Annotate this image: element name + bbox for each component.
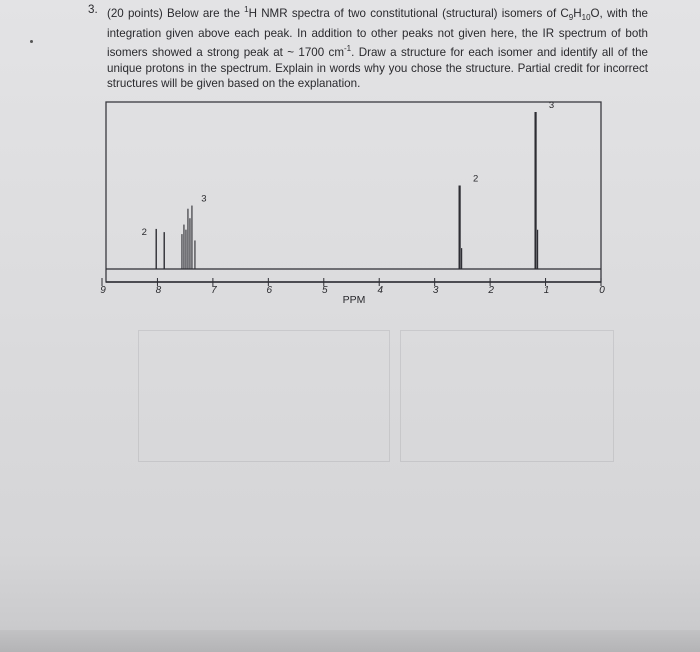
x-tick-label: 9 bbox=[100, 285, 106, 296]
x-tick-label: 7 bbox=[211, 285, 217, 296]
x-tick-label: 8 bbox=[155, 285, 162, 296]
question-intro-cont: H NMR spectra of two constitutional (structural) isomers of C bbox=[248, 6, 569, 20]
integration-label: 3 bbox=[548, 100, 555, 112]
nucleus-superscript: 1 bbox=[244, 5, 249, 14]
question-line-3: spectrum of both isomers showed a strong peak at ~ 1700 cm bbox=[107, 26, 648, 60]
x-tick-label: 4 bbox=[377, 285, 384, 296]
question-line-4: and identify all of the unique protons in the spectrum. Explain in words why you chose the bbox=[107, 46, 648, 75]
x-axis-label: PPM bbox=[342, 294, 366, 306]
bleed-through-box-left bbox=[138, 330, 390, 462]
formula-o: O, bbox=[590, 6, 603, 20]
x-tick-label: 1 bbox=[543, 285, 550, 296]
integration-labels bbox=[142, 100, 555, 238]
x-tick-label: 5 bbox=[321, 285, 328, 296]
integration-label: 3 bbox=[201, 193, 207, 205]
x-tick-label: 3 bbox=[432, 285, 439, 296]
x-tick-label: 2 bbox=[488, 285, 494, 296]
question-text bbox=[107, 2, 648, 92]
question-intro: Below are the bbox=[167, 6, 245, 20]
wavenumber-superscript: -1 bbox=[344, 44, 352, 54]
x-tick-label: 0 bbox=[599, 285, 605, 296]
bleed-through-box-right bbox=[400, 330, 614, 462]
margin-mark bbox=[30, 40, 33, 43]
question-number: 3. bbox=[88, 3, 98, 16]
x-tick-label: 6 bbox=[266, 285, 273, 296]
question-line-3-cont: . Draw a structure for each isomer bbox=[351, 46, 533, 60]
formula-h: H bbox=[573, 6, 582, 20]
formula-c-subscript: 9 bbox=[568, 13, 574, 23]
integration-label: 2 bbox=[472, 173, 479, 185]
question-3 bbox=[88, 2, 648, 92]
page-bottom-edge bbox=[0, 630, 700, 652]
integration-label: 2 bbox=[141, 226, 147, 238]
spectrum-peaks bbox=[106, 112, 601, 269]
question-points: (20 points) bbox=[107, 6, 163, 20]
spectrum-frame bbox=[106, 102, 601, 282]
formula-h-subscript: 10 bbox=[581, 13, 591, 23]
question-line-5: structure. Partial credit for incorrect structures will be given based on the explanation. bbox=[107, 61, 648, 91]
question-line-2: with the integration given above each peak. In addition to other peaks not given here, the IR bbox=[107, 6, 648, 40]
